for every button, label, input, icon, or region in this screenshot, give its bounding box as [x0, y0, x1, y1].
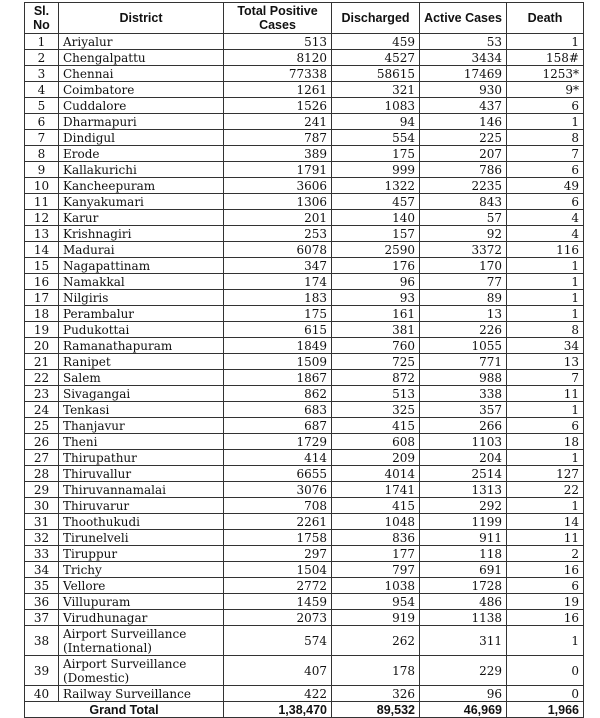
cell-discharged: 93: [332, 290, 420, 306]
cell-active-cases: 226: [420, 322, 507, 338]
cell-total-positive-cases: 862: [224, 386, 332, 402]
cell-total-positive-cases: 1509: [224, 354, 332, 370]
cell-death: 1: [507, 626, 584, 656]
cell-discharged: 1083: [332, 98, 420, 114]
cell-active-cases: 486: [420, 594, 507, 610]
cell-district: Kanyakumari: [59, 194, 224, 210]
cell-total-positive-cases: 183: [224, 290, 332, 306]
table-row: [25, 306, 584, 322]
cell-district: Thiruvannamalai: [59, 482, 224, 498]
cell-sl-no: 13: [25, 226, 59, 242]
cell-discharged: 797: [332, 562, 420, 578]
cell-active-cases: 1138: [420, 610, 507, 626]
cell-district: Railway Surveillance: [59, 686, 224, 702]
table-row: [25, 130, 584, 146]
cell-active-cases: 1728: [420, 578, 507, 594]
cell-death: 22: [507, 482, 584, 498]
header-discharged: Discharged: [332, 3, 420, 34]
table-row: [25, 290, 584, 306]
cell-death: 0: [507, 686, 584, 702]
cell-death: 6: [507, 98, 584, 114]
cell-total-positive-cases: 201: [224, 210, 332, 226]
cell-total-positive-cases: 77338: [224, 66, 332, 82]
cell-discharged: 554: [332, 130, 420, 146]
cell-death: 1: [507, 274, 584, 290]
cell-discharged: 176: [332, 258, 420, 274]
cell-active-cases: 96: [420, 686, 507, 702]
cell-discharged: 999: [332, 162, 420, 178]
cell-total-positive-cases: 787: [224, 130, 332, 146]
cell-district: Thanjavur: [59, 418, 224, 434]
cell-active-cases: 207: [420, 146, 507, 162]
cell-death: 127: [507, 466, 584, 482]
cell-active-cases: 691: [420, 562, 507, 578]
cell-death: 7: [507, 370, 584, 386]
cell-total-positive-cases: 2772: [224, 578, 332, 594]
table-row: [25, 594, 584, 610]
cell-sl-no: 33: [25, 546, 59, 562]
table-row: [25, 578, 584, 594]
cell-sl-no: 2: [25, 50, 59, 66]
table-row: [25, 402, 584, 418]
cell-sl-no: 18: [25, 306, 59, 322]
cell-district: Thirupathur: [59, 450, 224, 466]
cell-discharged: 2590: [332, 242, 420, 258]
cell-total-positive-cases: 1849: [224, 338, 332, 354]
table-row: [25, 146, 584, 162]
cell-active-cases: 57: [420, 210, 507, 226]
cell-active-cases: 771: [420, 354, 507, 370]
cell-district: Salem: [59, 370, 224, 386]
cell-district: Dindigul: [59, 130, 224, 146]
cell-active-cases: 1103: [420, 434, 507, 450]
cell-discharged: 457: [332, 194, 420, 210]
table-row: [25, 656, 584, 686]
header-district: District: [59, 3, 224, 34]
table-row: [25, 546, 584, 562]
cell-district: Chennai: [59, 66, 224, 82]
cell-total-positive-cases: 175: [224, 306, 332, 322]
cell-total-positive-cases: 1459: [224, 594, 332, 610]
cell-death: 2: [507, 546, 584, 562]
cell-discharged: 175: [332, 146, 420, 162]
cell-discharged: 157: [332, 226, 420, 242]
cell-active-cases: 911: [420, 530, 507, 546]
cell-sl-no: 32: [25, 530, 59, 546]
table-row: [25, 354, 584, 370]
cell-total-positive-cases: 241: [224, 114, 332, 130]
cell-discharged: 58615: [332, 66, 420, 82]
cell-active-cases: 146: [420, 114, 507, 130]
cell-total-positive-cases: 683: [224, 402, 332, 418]
cell-sl-no: 24: [25, 402, 59, 418]
cell-total-positive-cases: 347: [224, 258, 332, 274]
cell-active-cases: 843: [420, 194, 507, 210]
cell-discharged: 1741: [332, 482, 420, 498]
cell-total-positive-cases: 253: [224, 226, 332, 242]
cell-death: 1: [507, 498, 584, 514]
cell-death: 7: [507, 146, 584, 162]
table-row: [25, 210, 584, 226]
cell-sl-no: 4: [25, 82, 59, 98]
cell-discharged: 381: [332, 322, 420, 338]
cell-district: Kallakurichi: [59, 162, 224, 178]
cell-discharged: 140: [332, 210, 420, 226]
cell-district: Nilgiris: [59, 290, 224, 306]
header-row: [25, 3, 584, 34]
header-sl-no: Sl. No: [25, 3, 59, 34]
cell-active-cases: 292: [420, 498, 507, 514]
cell-total-positive-cases: 3076: [224, 482, 332, 498]
table-row: [25, 178, 584, 194]
table-row: [25, 274, 584, 290]
cell-total-positive-cases: 389: [224, 146, 332, 162]
table-row: [25, 686, 584, 702]
cell-sl-no: 37: [25, 610, 59, 626]
cell-district: Tenkasi: [59, 402, 224, 418]
cell-sl-no: 8: [25, 146, 59, 162]
grand-total-discharged: 89,532: [332, 702, 420, 718]
table-row: [25, 482, 584, 498]
cell-death: 4: [507, 226, 584, 242]
cell-total-positive-cases: 407: [224, 656, 332, 686]
cell-death: 1: [507, 290, 584, 306]
cell-death: 1: [507, 450, 584, 466]
cell-active-cases: 17469: [420, 66, 507, 82]
cell-sl-no: 6: [25, 114, 59, 130]
cell-death: 8: [507, 322, 584, 338]
cell-discharged: 415: [332, 418, 420, 434]
table-row: [25, 466, 584, 482]
cell-total-positive-cases: 615: [224, 322, 332, 338]
table-row: [25, 610, 584, 626]
cell-active-cases: 3434: [420, 50, 507, 66]
table-row: [25, 418, 584, 434]
cell-district: Dharmapuri: [59, 114, 224, 130]
cell-district: Krishnagiri: [59, 226, 224, 242]
cell-active-cases: 225: [420, 130, 507, 146]
header-active-cases: Active Cases: [420, 3, 507, 34]
table-row: [25, 66, 584, 82]
cell-death: 116: [507, 242, 584, 258]
cell-sl-no: 28: [25, 466, 59, 482]
cell-discharged: 4014: [332, 466, 420, 482]
cell-sl-no: 1: [25, 34, 59, 50]
cell-active-cases: 988: [420, 370, 507, 386]
table-row: [25, 194, 584, 210]
cell-sl-no: 39: [25, 656, 59, 686]
cell-death: 1: [507, 114, 584, 130]
table-row: [25, 114, 584, 130]
table-row: [25, 258, 584, 274]
cell-discharged: 321: [332, 82, 420, 98]
cell-active-cases: 92: [420, 226, 507, 242]
cell-total-positive-cases: 422: [224, 686, 332, 702]
cell-total-positive-cases: 2073: [224, 610, 332, 626]
cell-total-positive-cases: 2261: [224, 514, 332, 530]
cell-district: Airport Surveillance (International): [59, 626, 224, 656]
cell-total-positive-cases: 1729: [224, 434, 332, 450]
table-row: [25, 50, 584, 66]
grand-total-active-cases: 46,969: [420, 702, 507, 718]
cell-total-positive-cases: 687: [224, 418, 332, 434]
cell-total-positive-cases: 174: [224, 274, 332, 290]
cell-discharged: 1322: [332, 178, 420, 194]
cell-discharged: 161: [332, 306, 420, 322]
cell-death: 8: [507, 130, 584, 146]
cell-death: 0: [507, 656, 584, 686]
cell-discharged: 94: [332, 114, 420, 130]
cell-active-cases: 266: [420, 418, 507, 434]
cell-active-cases: 357: [420, 402, 507, 418]
cell-death: 6: [507, 162, 584, 178]
cell-discharged: 760: [332, 338, 420, 354]
cell-active-cases: 53: [420, 34, 507, 50]
cell-discharged: 177: [332, 546, 420, 562]
cell-sl-no: 5: [25, 98, 59, 114]
cell-district: Ramanathapuram: [59, 338, 224, 354]
cell-district: Virudhunagar: [59, 610, 224, 626]
cell-total-positive-cases: 6655: [224, 466, 332, 482]
grand-total-death: 1,966: [507, 702, 584, 718]
cell-district: Airport Surveillance (Domestic): [59, 656, 224, 686]
cell-sl-no: 12: [25, 210, 59, 226]
header-total-positive-cases: Total Positive Cases: [224, 3, 332, 34]
cell-district: Madurai: [59, 242, 224, 258]
cell-death: 1: [507, 258, 584, 274]
cell-total-positive-cases: 1526: [224, 98, 332, 114]
table-row: [25, 162, 584, 178]
cell-death: 1253*: [507, 66, 584, 82]
table-row: [25, 242, 584, 258]
cell-district: Thoothukudi: [59, 514, 224, 530]
table-row: [25, 530, 584, 546]
cell-discharged: 325: [332, 402, 420, 418]
cell-death: 13: [507, 354, 584, 370]
grand-total-label: Grand Total: [25, 702, 224, 718]
header-death: Death: [507, 3, 584, 34]
table-row: [25, 386, 584, 402]
cell-district: Karur: [59, 210, 224, 226]
cell-active-cases: 311: [420, 626, 507, 656]
table-row: [25, 562, 584, 578]
cell-sl-no: 7: [25, 130, 59, 146]
cell-sl-no: 34: [25, 562, 59, 578]
cell-sl-no: 36: [25, 594, 59, 610]
table-row: [25, 338, 584, 354]
cell-total-positive-cases: 1306: [224, 194, 332, 210]
cell-death: 49: [507, 178, 584, 194]
cell-death: 11: [507, 530, 584, 546]
cell-death: 6: [507, 418, 584, 434]
cell-total-positive-cases: 574: [224, 626, 332, 656]
cell-total-positive-cases: 3606: [224, 178, 332, 194]
cell-sl-no: 22: [25, 370, 59, 386]
cell-sl-no: 14: [25, 242, 59, 258]
cell-total-positive-cases: 6078: [224, 242, 332, 258]
cell-total-positive-cases: 1867: [224, 370, 332, 386]
cell-sl-no: 17: [25, 290, 59, 306]
table-row: [25, 450, 584, 466]
cell-district: Tirunelveli: [59, 530, 224, 546]
table-row: [25, 434, 584, 450]
cell-district: Ranipet: [59, 354, 224, 370]
cell-active-cases: 786: [420, 162, 507, 178]
cell-death: 1: [507, 402, 584, 418]
cell-sl-no: 21: [25, 354, 59, 370]
table-row: [25, 498, 584, 514]
cell-sl-no: 9: [25, 162, 59, 178]
cell-district: Trichy: [59, 562, 224, 578]
cell-discharged: 919: [332, 610, 420, 626]
table-row: [25, 34, 584, 50]
cell-district: Theni: [59, 434, 224, 450]
cell-total-positive-cases: 1261: [224, 82, 332, 98]
cell-district: Thiruvarur: [59, 498, 224, 514]
cell-death: 16: [507, 562, 584, 578]
cell-active-cases: 437: [420, 98, 507, 114]
cell-total-positive-cases: 414: [224, 450, 332, 466]
cell-death: 9*: [507, 82, 584, 98]
cell-total-positive-cases: 1758: [224, 530, 332, 546]
table-row: [25, 626, 584, 656]
grand-total-positive-cases: 1,38,470: [224, 702, 332, 718]
cell-sl-no: 23: [25, 386, 59, 402]
cell-active-cases: 3372: [420, 242, 507, 258]
cell-death: 16: [507, 610, 584, 626]
cell-death: 19: [507, 594, 584, 610]
cell-sl-no: 27: [25, 450, 59, 466]
cell-active-cases: 204: [420, 450, 507, 466]
cell-discharged: 513: [332, 386, 420, 402]
cell-death: 4: [507, 210, 584, 226]
cell-district: Vellore: [59, 578, 224, 594]
cell-discharged: 608: [332, 434, 420, 450]
cell-discharged: 836: [332, 530, 420, 546]
cell-district: Villupuram: [59, 594, 224, 610]
cell-sl-no: 35: [25, 578, 59, 594]
cell-discharged: 459: [332, 34, 420, 50]
cell-total-positive-cases: 8120: [224, 50, 332, 66]
cell-sl-no: 26: [25, 434, 59, 450]
cell-district: Chengalpattu: [59, 50, 224, 66]
cell-active-cases: 77: [420, 274, 507, 290]
cell-discharged: 262: [332, 626, 420, 656]
cell-death: 6: [507, 194, 584, 210]
table-row: [25, 322, 584, 338]
cell-active-cases: 338: [420, 386, 507, 402]
cell-discharged: 872: [332, 370, 420, 386]
cell-sl-no: 3: [25, 66, 59, 82]
cell-sl-no: 40: [25, 686, 59, 702]
cell-discharged: 1038: [332, 578, 420, 594]
cell-total-positive-cases: 708: [224, 498, 332, 514]
cell-sl-no: 11: [25, 194, 59, 210]
cell-district: Nagapattinam: [59, 258, 224, 274]
grand-total-row: [25, 702, 584, 718]
cell-death: 158#: [507, 50, 584, 66]
cell-discharged: 178: [332, 656, 420, 686]
district-covid-table: [24, 2, 584, 718]
cell-district: Cuddalore: [59, 98, 224, 114]
cell-sl-no: 29: [25, 482, 59, 498]
cell-district: Erode: [59, 146, 224, 162]
district-covid-table-container: [24, 2, 583, 718]
cell-sl-no: 20: [25, 338, 59, 354]
cell-district: Ariyalur: [59, 34, 224, 50]
cell-active-cases: 229: [420, 656, 507, 686]
cell-death: 6: [507, 578, 584, 594]
cell-district: Namakkal: [59, 274, 224, 290]
cell-sl-no: 38: [25, 626, 59, 656]
cell-death: 1: [507, 306, 584, 322]
cell-district: Perambalur: [59, 306, 224, 322]
cell-active-cases: 1199: [420, 514, 507, 530]
cell-discharged: 96: [332, 274, 420, 290]
cell-active-cases: 89: [420, 290, 507, 306]
cell-sl-no: 15: [25, 258, 59, 274]
cell-district: Thiruvallur: [59, 466, 224, 482]
cell-death: 14: [507, 514, 584, 530]
cell-district: Tiruppur: [59, 546, 224, 562]
table-body: [25, 34, 584, 702]
cell-discharged: 954: [332, 594, 420, 610]
cell-active-cases: 170: [420, 258, 507, 274]
cell-discharged: 1048: [332, 514, 420, 530]
cell-district: Coimbatore: [59, 82, 224, 98]
cell-district: Pudukottai: [59, 322, 224, 338]
cell-sl-no: 31: [25, 514, 59, 530]
table-row: [25, 226, 584, 242]
cell-total-positive-cases: 1791: [224, 162, 332, 178]
cell-district: Sivagangai: [59, 386, 224, 402]
cell-death: 18: [507, 434, 584, 450]
cell-death: 1: [507, 34, 584, 50]
cell-total-positive-cases: 297: [224, 546, 332, 562]
cell-sl-no: 30: [25, 498, 59, 514]
cell-active-cases: 2235: [420, 178, 507, 194]
cell-sl-no: 16: [25, 274, 59, 290]
table-row: [25, 98, 584, 114]
cell-active-cases: 2514: [420, 466, 507, 482]
cell-discharged: 4527: [332, 50, 420, 66]
cell-discharged: 209: [332, 450, 420, 466]
cell-discharged: 326: [332, 686, 420, 702]
cell-total-positive-cases: 513: [224, 34, 332, 50]
cell-active-cases: 118: [420, 546, 507, 562]
cell-active-cases: 1313: [420, 482, 507, 498]
table-row: [25, 370, 584, 386]
cell-discharged: 725: [332, 354, 420, 370]
cell-death: 34: [507, 338, 584, 354]
cell-sl-no: 19: [25, 322, 59, 338]
cell-active-cases: 1055: [420, 338, 507, 354]
cell-discharged: 415: [332, 498, 420, 514]
cell-total-positive-cases: 1504: [224, 562, 332, 578]
cell-active-cases: 930: [420, 82, 507, 98]
cell-district: Kancheepuram: [59, 178, 224, 194]
cell-active-cases: 13: [420, 306, 507, 322]
cell-sl-no: 25: [25, 418, 59, 434]
cell-sl-no: 10: [25, 178, 59, 194]
table-row: [25, 82, 584, 98]
cell-death: 11: [507, 386, 584, 402]
table-row: [25, 514, 584, 530]
